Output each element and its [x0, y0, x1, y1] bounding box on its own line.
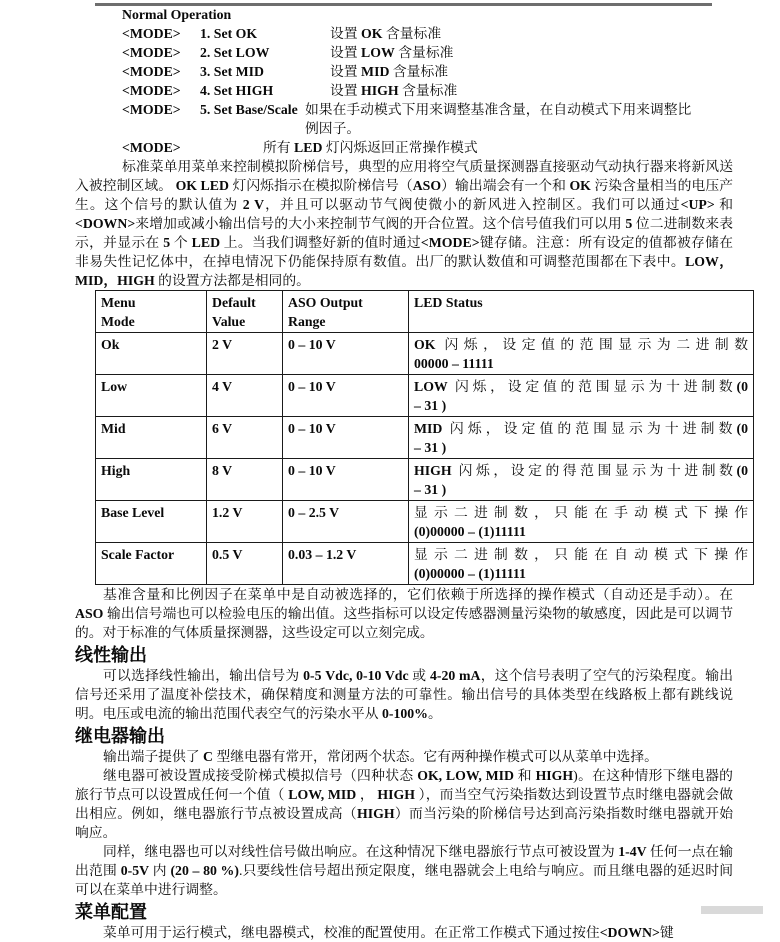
- mode-desc: 如果在手动模式下用来调整基准含量，在自动模式下用来调整比例因子。: [305, 102, 692, 136]
- cell-aso-range: 0 – 10 V: [283, 375, 409, 417]
- mode-action: 2. Set LOW: [200, 45, 270, 60]
- cell-aso-range: 0 – 10 V: [283, 417, 409, 459]
- page-content: [75, 5, 748, 942]
- header-led-status: LED Status: [409, 291, 754, 333]
- mode-row: [75, 24, 733, 43]
- mode-desc: 设置 OK 含量标准: [330, 26, 442, 41]
- mode-list-title: Normal Operation: [122, 7, 232, 22]
- mode-desc: 设置 LOW 含量标准: [330, 45, 454, 60]
- cell-default-value: 0.5 V: [207, 543, 283, 585]
- mode-desc: 所有 LED 灯闪烁返回正常操作模式: [263, 140, 478, 155]
- section-heading-relay-output: 继电器输出: [75, 726, 165, 746]
- section-heading-linear-output: 线性输出: [75, 645, 147, 665]
- header-aso-output-range: ASO Output Range: [283, 291, 409, 333]
- header-default-value: Default Value: [207, 291, 283, 333]
- table-row: [96, 417, 754, 459]
- cell-default-value: 2 V: [207, 333, 283, 375]
- cell-default-value: 6 V: [207, 417, 283, 459]
- table-row: [96, 501, 754, 543]
- cell-default-value: 8 V: [207, 459, 283, 501]
- table-row: [96, 375, 754, 417]
- cell-aso-range: 0 – 10 V: [283, 459, 409, 501]
- section-heading-menu-config: 菜单配置: [75, 902, 147, 922]
- mode-key: <MODE>: [122, 140, 181, 155]
- relay-paragraph-1: 输出端子提供了 C 型继电器有常开，常闭两个状态。它有两种操作模式可以从菜单中选择。: [103, 749, 658, 764]
- cell-led-status: HIGH 闪烁，设定的得范围显示为十进制数(0 – 31 ): [409, 459, 754, 501]
- cell-default-value: 4 V: [207, 375, 283, 417]
- menu-config-paragraph: 菜单可用于运行模式，继电器模式，校准的配置使用。在正常工作模式下通过按住<DOWN>键: [103, 925, 674, 940]
- cell-aso-range: 0 – 2.5 V: [283, 501, 409, 543]
- linear-output-paragraph: 可以选择线性输出，输出信号为 0-5 Vdc, 0-10 Vdc 或 4-20 mA，这个信号表明了空气的污染程度。输出信号还采用了温度补偿技术，确保精度和测量方法的可靠性。输出信号的具体类型在线路板上都有跳线说明。电压或电流的输出范围代表空气的污染水平从 0-100%。: [75, 668, 734, 721]
- table-header-row: [96, 291, 754, 333]
- scan-artifact: [701, 906, 763, 914]
- header-menu-mode: Menu Mode: [96, 291, 207, 333]
- cell-menu-mode: Base Level: [96, 501, 207, 543]
- mode-key: <MODE>: [122, 64, 181, 79]
- mode-action: 3. Set MID: [200, 64, 264, 79]
- mode-action: 1. Set OK: [200, 26, 258, 41]
- cell-menu-mode: Low: [96, 375, 207, 417]
- cell-menu-mode: Scale Factor: [96, 543, 207, 585]
- cell-led-status: LOW 闪烁，设定值的范围显示为十进制数(0 – 31 ): [409, 375, 754, 417]
- mode-row: [75, 138, 733, 157]
- mode-row: [75, 81, 733, 100]
- cell-menu-mode: Ok: [96, 333, 207, 375]
- mode-key: <MODE>: [122, 45, 181, 60]
- settings-table: [95, 290, 754, 585]
- table-row: [96, 459, 754, 501]
- cell-led-status: 显示二进制数，只能在自动模式下操作 (0)00000 – (1)11111: [409, 543, 754, 585]
- cell-led-status: 显示二进制数，只能在手动模式下操作 (0)00000 – (1)11111: [409, 501, 754, 543]
- table-row: [96, 333, 754, 375]
- table-row: [96, 543, 754, 585]
- relay-paragraph-2: 继电器可被设置成接受阶梯式模拟信号（四种状态 OK, LOW, MID 和 HIGH)。在这种情形下继电器的旅行节点可以设置成任何一个值（ LOW, MID ， HIGH ），而当空气污染指数达到设置节点时继电器就会做出相应。例如，继电器旅行节点被设置成高（HIGH）而当污染的阶梯信号达到高污染指数时继电器就开始响应。: [75, 768, 734, 840]
- mode-desc: 设置 HIGH 含量标准: [330, 83, 458, 98]
- mode-row: [75, 43, 733, 62]
- mode-key: <MODE>: [122, 102, 181, 117]
- mode-key: <MODE>: [122, 83, 181, 98]
- cell-menu-mode: High: [96, 459, 207, 501]
- mode-key: <MODE>: [122, 26, 181, 41]
- cell-led-status: MID 闪烁，设定值的范围显示为十进制数(0 – 31 ): [409, 417, 754, 459]
- mode-desc: 设置 MID 含量标准: [330, 64, 449, 79]
- cell-led-status: OK 闪烁，设定值的范围显示为二进制数 00000 – 11111: [409, 333, 754, 375]
- after-table-paragraph: 基准含量和比例因子在菜单中是自动被选择的，它们依赖于所选择的操作模式（自动还是手动）。在 ASO 输出信号端也可以检验电压的输出值。这些指标可以设定传感器测量污染物的敏感度，因此是可以调节的。对于标准的气体质量探测器，这些设定可以立刻完成。: [75, 587, 733, 640]
- cell-aso-range: 0.03 – 1.2 V: [283, 543, 409, 585]
- cell-menu-mode: Mid: [96, 417, 207, 459]
- cell-default-value: 1.2 V: [207, 501, 283, 543]
- mode-action: 4. Set HIGH: [200, 83, 274, 98]
- mode-action: 5. Set Base/Scale: [200, 102, 298, 117]
- mode-row: [75, 100, 733, 138]
- cell-aso-range: 0 – 10 V: [283, 333, 409, 375]
- mode-row: [75, 62, 733, 81]
- relay-paragraph-3: 同样，继电器也可以对线性信号做出响应。在这种情况下继电器旅行节点可被设置为 1-4V 任何一点在输出范围 0-5V 内 (20 – 80 %).只要线性信号超出预定限度，继电器就会上电给与响应。而且继电器的延迟时间可以在菜单中进行调整。: [75, 844, 734, 897]
- intro-paragraph: 标准菜单用菜单来控制模拟阶梯信号，典型的应用将空气质量探测器直接驱动气动执行器来将新风送入被控制区域。 OK LED 灯闪烁指示在模拟阶梯信号（ASO）输出端会有一个和 OK 污染含量相当的电压产生。这个信号的默认值为 2 V，并且可以驱动节气阀使微小的新风进入控制区。我们可以通过<UP> 和 <DOWN>来增加或减小输出信号的大小来控制节气阀的开合位置。这个信号值我们可以用 5 位二进制数来表示，并显示在 5 个 LED 上。当我们调整好新的值时通过<MODE>键存储。注意：所有设定的值都被存储在非易失性记忆体中，在掉电情况下仍能保持原有数值。出厂的默认数值和可调整范围都在下表中。LOW，MID，HIGH 的设置方法都是相同的。: [75, 159, 734, 288]
- mode-list: [75, 5, 733, 157]
